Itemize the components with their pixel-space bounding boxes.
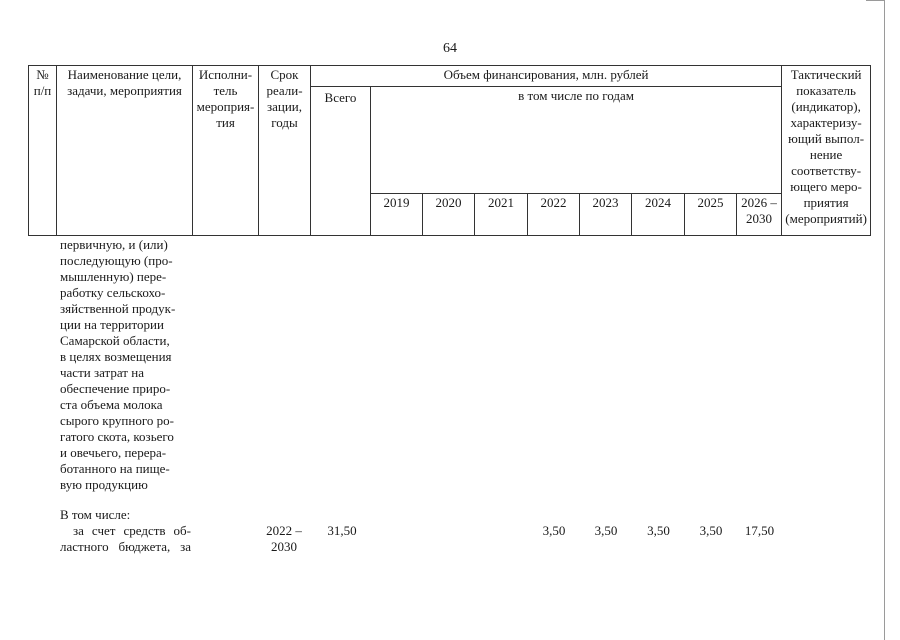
- measure-description: [60, 237, 191, 493]
- description-line: последующую (про-: [60, 253, 173, 268]
- description-line: части затрат на: [60, 365, 144, 380]
- financing-table-header: [28, 65, 871, 236]
- header-col-name: Наименование цели, задачи, мероприятия: [57, 66, 193, 236]
- row-value-2022: 3,50: [542, 523, 566, 538]
- page-corner: [866, 0, 884, 1]
- funding-source-line-1: за счет средств об-: [73, 523, 191, 538]
- row-value-2025: 3,50: [699, 523, 723, 538]
- description-line: гатого скота, козьего: [60, 429, 174, 444]
- description-line: сырого крупного ро-: [60, 413, 174, 428]
- description-line: ботанного на пище-: [60, 461, 170, 476]
- description-line: ста объема молока: [60, 397, 163, 412]
- header-year: 2023: [580, 194, 632, 236]
- header-col-term: Срок реали-зации, годы: [259, 66, 311, 236]
- funding-source-line-2: ластного бюджета, за: [60, 539, 191, 554]
- header-year: 2019: [371, 194, 423, 236]
- header-year: 2026 – 2030: [737, 194, 782, 236]
- header-year: 2022: [528, 194, 580, 236]
- description-line: обеспечение приро-: [60, 381, 171, 396]
- description-line: Самарской области,: [60, 333, 170, 348]
- row-value-2026-2030: 17,50: [744, 523, 775, 538]
- description-line: вую продукцию: [60, 477, 148, 492]
- row-value-2024: 3,50: [647, 523, 670, 538]
- header-year: 2025: [685, 194, 737, 236]
- description-line: зяйственной продук-: [60, 301, 176, 316]
- header-col-financing: Объем финансирования, млн. рублей: [311, 66, 782, 87]
- row-total: 31,50: [327, 523, 357, 538]
- description-line: мышленную) пере-: [60, 269, 167, 284]
- header-year: 2024: [632, 194, 685, 236]
- header-col-executor: Исполни-тель мероприя-тия: [193, 66, 259, 236]
- page-edge: [884, 0, 885, 640]
- page-number: 64: [443, 41, 457, 56]
- row-value-2023: 3,50: [594, 523, 618, 538]
- header-year: 2020: [423, 194, 475, 236]
- header-year: 2021: [475, 194, 528, 236]
- description-line: в целях возмещения: [60, 349, 172, 364]
- including-label: В том числе:: [60, 507, 131, 522]
- header-col-total: Всего: [311, 87, 371, 236]
- header-col-number: № п/п: [29, 66, 57, 236]
- description-line: ции на территории: [60, 317, 164, 332]
- row-term: 2022 – 2030: [266, 523, 302, 554]
- header-col-by-years: в том числе по годам: [371, 87, 782, 194]
- header-col-indicator: Тактический показатель (индикатор), характеризу-ющий выпол-нение соответству-ющего меро-приятия (мероприятий): [782, 66, 871, 236]
- description-line: первичную, и (или): [60, 237, 168, 252]
- description-line: работку сельскохо-: [60, 285, 166, 300]
- description-line: и овечьего, перера-: [60, 445, 167, 460]
